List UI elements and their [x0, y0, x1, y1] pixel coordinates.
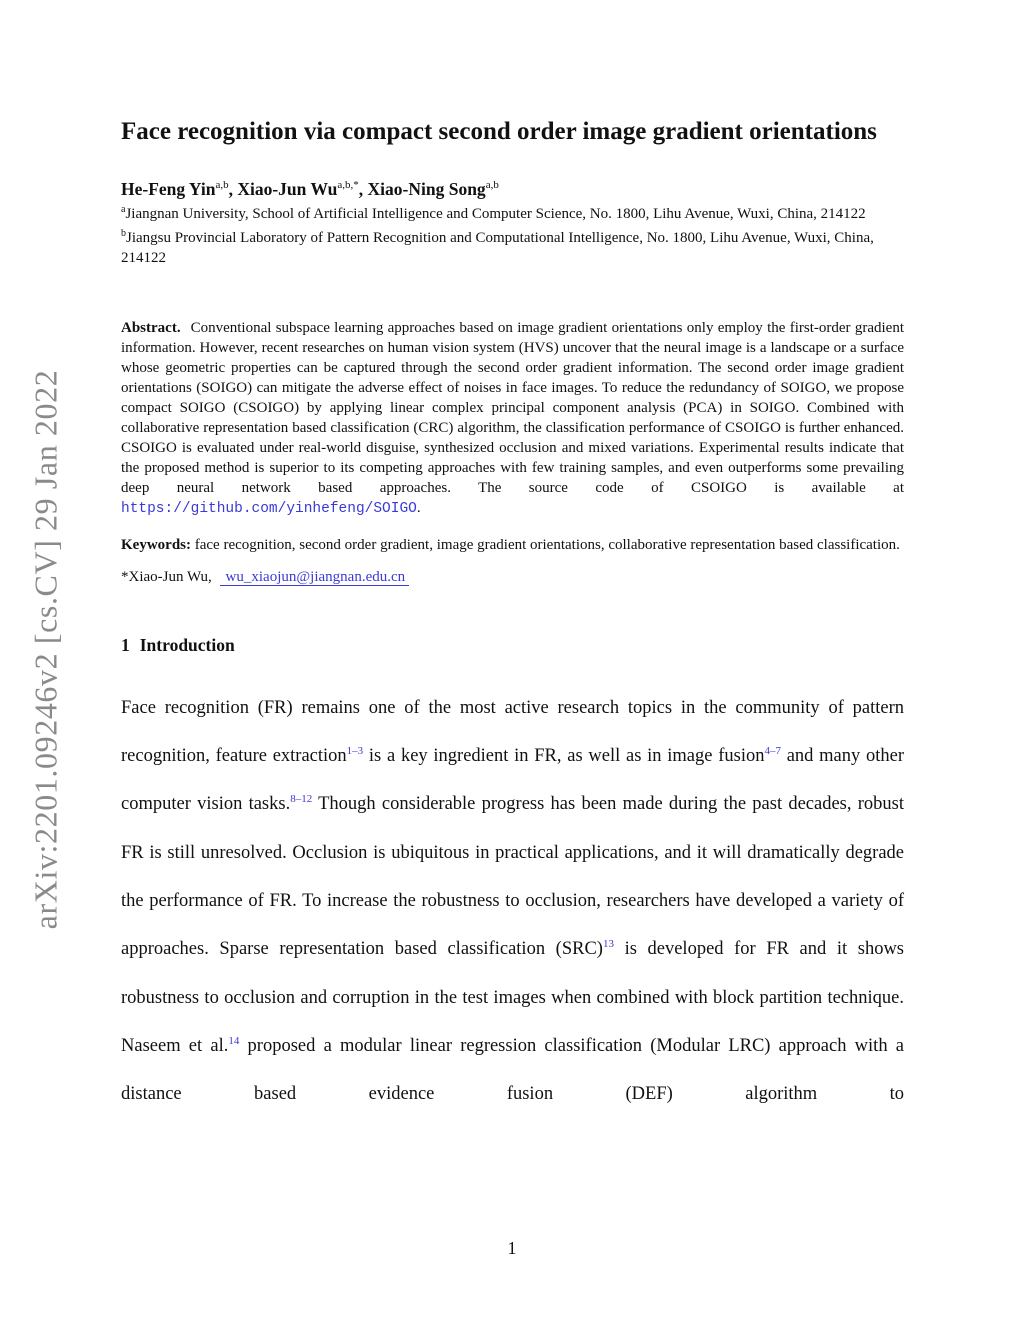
introduction-paragraph	[121, 684, 904, 1119]
section-title: Introduction	[139, 634, 235, 655]
source-code-link[interactable]: https://github.com/yinhefeng/SOIGO	[121, 500, 417, 517]
affiliation-text: Jiangsu Provincial Laboratory of Pattern Recognition and Computational Intelligence, No. 1800, Lihu Avenue, Wuxi, China, 214122	[121, 229, 874, 266]
section-number: 1	[121, 634, 130, 655]
affiliation-mark: a	[121, 203, 126, 215]
author-name: Xiao-Ning Song	[367, 178, 486, 199]
abstract-text: Conventional subspace learning approaches based on image gradient orientations only employ the first-order gradient information. However, recent researches on human vision system (HVS) uncover that the neural image is a landscape or a surface whose geometric properties can be captured through the second order gradient information. The second order image gradient orientations (SOIGO) can mitigate the adverse effect of noises in face images. To reduce the redundancy of SOIGO, we propose compact SOIGO (CSOIGO) by applying linear complex principal component analysis (PCA) in SOIGO. Combined with collaborative representation based classification (CRC) algorithm, the classification performance of CSOIGO is further enhanced. CSOIGO is evaluated under real-world disguise, synthesized occlusion and mixed variations. Experimental results indicate that the proposed method is superior to its competing approaches with few training samples, and even outperforms some prevailing deep neural network based approaches. The source code of CSOIGO is available at	[121, 319, 904, 496]
author-name: Xiao-Jun Wu	[237, 178, 338, 199]
citation-link[interactable]: 14	[228, 1034, 240, 1047]
affiliation	[121, 224, 904, 268]
arxiv-side-stamp	[28, 358, 64, 940]
author-affiliation-mark: a,b	[215, 179, 229, 191]
citation-link[interactable]: 8–12	[290, 793, 313, 806]
page-number: 1	[507, 1238, 517, 1258]
citation-link[interactable]: 1–3	[346, 745, 364, 758]
section-heading	[121, 635, 904, 656]
intro-text: and many other computer vision tasks.	[121, 746, 905, 815]
corresponding-author-label: *Xiao-Jun Wu,	[121, 568, 212, 585]
affiliation-text: Jiangnan University, School of Artificial Intelligence and Computer Science, No. 1800, Lihu Avenue, Wuxi, China, 214122	[125, 205, 866, 222]
keywords-label: Keywords:	[121, 536, 191, 553]
affiliation-mark: b	[121, 227, 126, 239]
abstract-end: .	[416, 499, 421, 516]
author-list	[121, 174, 904, 200]
author-name: He-Feng Yin	[121, 178, 216, 199]
author-separator: ,	[228, 178, 238, 199]
abstract-label: Abstract.	[121, 319, 181, 336]
email-link[interactable]: wu_xiaojun@jiangnan.edu.cn	[220, 569, 410, 586]
intro-text: Face recognition (FR) remains one of the most active research topics in the community of pattern recognition, feature extraction	[121, 697, 904, 767]
author-affiliation-mark: a,b,*	[337, 179, 359, 191]
intro-text: proposed a modular linear regression classification (Modular LRC) approach with a distance based evidence fusion (DEF) algorithm to	[121, 1035, 904, 1105]
paper-content	[121, 116, 904, 1137]
citation-link[interactable]: 13	[602, 938, 614, 951]
intro-text: is developed for FR and it shows robustness to occlusion and corruption in the test images when combined with block partition technique. Naseem et al.	[121, 939, 905, 1056]
affiliation	[121, 200, 904, 224]
intro-text: is a key ingredient in FR, as well as in image fusion	[363, 746, 765, 767]
arxiv-identifier: arXiv:2201.09246v2 [cs.CV] 29 Jan 2022	[27, 369, 64, 929]
keywords-text: face recognition, second order gradient, image gradient orientations, collaborative representation based classification.	[194, 536, 900, 553]
intro-text: Though considerable progress has been made during the past decades, robust FR is still unresolved. Occlusion is ubiquitous in practical applications, and it will dramatically degrade the performance of FR. To increase the robustness to occlusion, researchers have developed a variety of approaches. Sparse representation based classification (SRC)	[121, 794, 904, 960]
corresponding-author	[121, 565, 904, 589]
author-affiliation-mark: a,b	[485, 179, 499, 191]
keywords	[121, 533, 904, 557]
citation-link[interactable]: 4–7	[764, 745, 781, 758]
author-separator: ,	[358, 178, 368, 199]
paper-title: Face recognition via compact second order image gradient orientations	[121, 118, 877, 145]
abstract	[121, 318, 904, 519]
